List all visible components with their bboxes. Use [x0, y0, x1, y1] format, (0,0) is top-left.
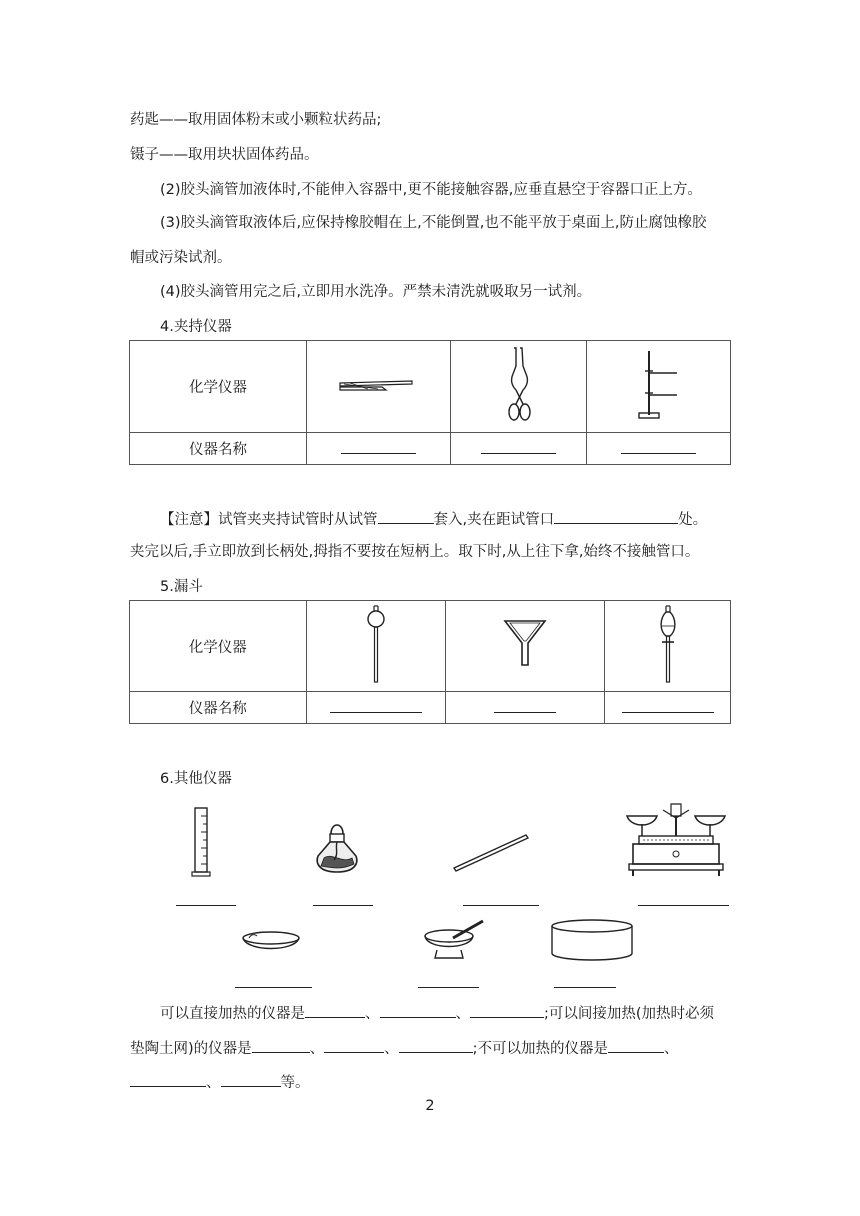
separator: 、: [384, 1041, 399, 1057]
crystallizing-dish-icon: [549, 918, 635, 962]
answer-blank: [341, 439, 416, 454]
mortar-pestle-icon: [423, 918, 487, 962]
answer-blank: [481, 439, 556, 454]
summary-l2a: 垫陶土网)的仪器是: [130, 1041, 252, 1057]
balance-icon: [625, 802, 729, 878]
section4-title: 4.夹持仪器: [160, 319, 232, 335]
text-note3a: (3)胶头滴管取液体后,应保持橡胶帽在上,不能倒置,也不能平放于桌面上,防止腐蚀橡胶: [160, 215, 707, 231]
separator: 、: [664, 1041, 679, 1057]
answer-blank: [380, 1003, 456, 1018]
row-label-name: 仪器名称: [130, 692, 307, 724]
answer-blank: [378, 509, 434, 524]
summary-l1a: 可以直接加热的仪器是: [160, 1006, 305, 1022]
answer-blank: [324, 1038, 384, 1053]
answer-blank: [608, 1038, 664, 1053]
answer-blank: [130, 1072, 206, 1087]
iron-stand-cell: [587, 341, 731, 433]
answer-blank: [221, 1072, 281, 1087]
answer-blank: [463, 905, 539, 906]
answer-blank: [494, 698, 556, 713]
answer-blank: [554, 509, 678, 524]
summary-line1: [160, 1003, 714, 1024]
page-number: 2: [425, 1098, 435, 1114]
answer-blank: [418, 987, 479, 988]
crucible-tongs-icon: [504, 346, 534, 424]
summary-l3end: 等。: [280, 1075, 310, 1091]
answer-blank: [622, 698, 714, 713]
funnel-cell: [446, 601, 605, 692]
text-spoon: 药匙——取用固体粉末或小颗粒状药品;: [130, 112, 382, 128]
separator: 、: [309, 1041, 325, 1057]
row-label-instrument: 化学仪器: [130, 601, 307, 692]
summary-l2b: ;不可以加热的仪器是: [472, 1041, 609, 1057]
section6-title: 6.其他仪器: [160, 771, 232, 787]
separatory-funnel-icon: [656, 604, 680, 684]
attention-a: 【注意】试管夹夹持试管时从试管: [160, 512, 378, 528]
separatory-funnel-cell: [605, 601, 731, 692]
answer-blank: [399, 1038, 473, 1053]
answer-blank: [252, 1038, 310, 1053]
separator: 、: [206, 1075, 221, 1091]
summary-line3: [130, 1072, 310, 1093]
attention-c: 处。: [678, 512, 708, 528]
graduated-cylinder-icon: [191, 806, 213, 878]
attention-line2: 夹完以后,手立即放到长柄处,拇指不要按在短柄上。取下时,从上往下拿,始终不接触管口。: [130, 544, 700, 560]
summary-l1b: ;可以间接加热(加热时必须: [544, 1006, 715, 1022]
tongs-cell: [307, 341, 451, 433]
attention-b: 套入,夹在距试管口: [433, 512, 555, 528]
answer-blank: [470, 1003, 544, 1018]
tongs-icon: [338, 375, 418, 395]
answer-blank: [235, 987, 312, 988]
long-neck-funnel-icon: [364, 604, 388, 684]
answer-blank: [305, 1003, 365, 1018]
evaporating-dish-icon: [241, 930, 301, 956]
separator: 、: [365, 1006, 380, 1022]
iron-stand-icon: [637, 349, 681, 421]
text-note2: (2)胶头滴管加液体时,不能伸入容器中,更不能接触容器,应垂直悬空于容器口正上方。: [160, 182, 702, 198]
alcohol-lamp-icon: [312, 816, 362, 876]
attention-line1: [160, 509, 707, 530]
glass-rod-icon: [451, 832, 531, 874]
section5-title: 5.漏斗: [160, 579, 203, 595]
answer-blank: [313, 905, 373, 906]
answer-blank: [176, 905, 236, 906]
funnel-icon: [503, 619, 547, 669]
answer-blank: [621, 439, 696, 454]
answer-blank: [330, 698, 422, 713]
funnel-table: [129, 600, 731, 724]
separator: 、: [455, 1006, 470, 1022]
text-note4: (4)胶头滴管用完之后,立即用水洗净。严禁未清洗就吸取另一试剂。: [160, 284, 592, 300]
summary-line2: [130, 1038, 679, 1059]
row-label-instrument: 化学仪器: [130, 341, 307, 433]
text-tweezers: 镊子——取用块状固体药品。: [130, 147, 319, 163]
text-note3b: 帽或污染试剂。: [130, 250, 232, 266]
long-neck-funnel-cell: [306, 601, 446, 692]
answer-blank: [638, 905, 729, 906]
answer-blank: [554, 987, 616, 988]
row-label-name: 仪器名称: [130, 433, 307, 465]
crucible-tongs-cell: [450, 341, 587, 433]
clamp-table: [129, 340, 731, 465]
